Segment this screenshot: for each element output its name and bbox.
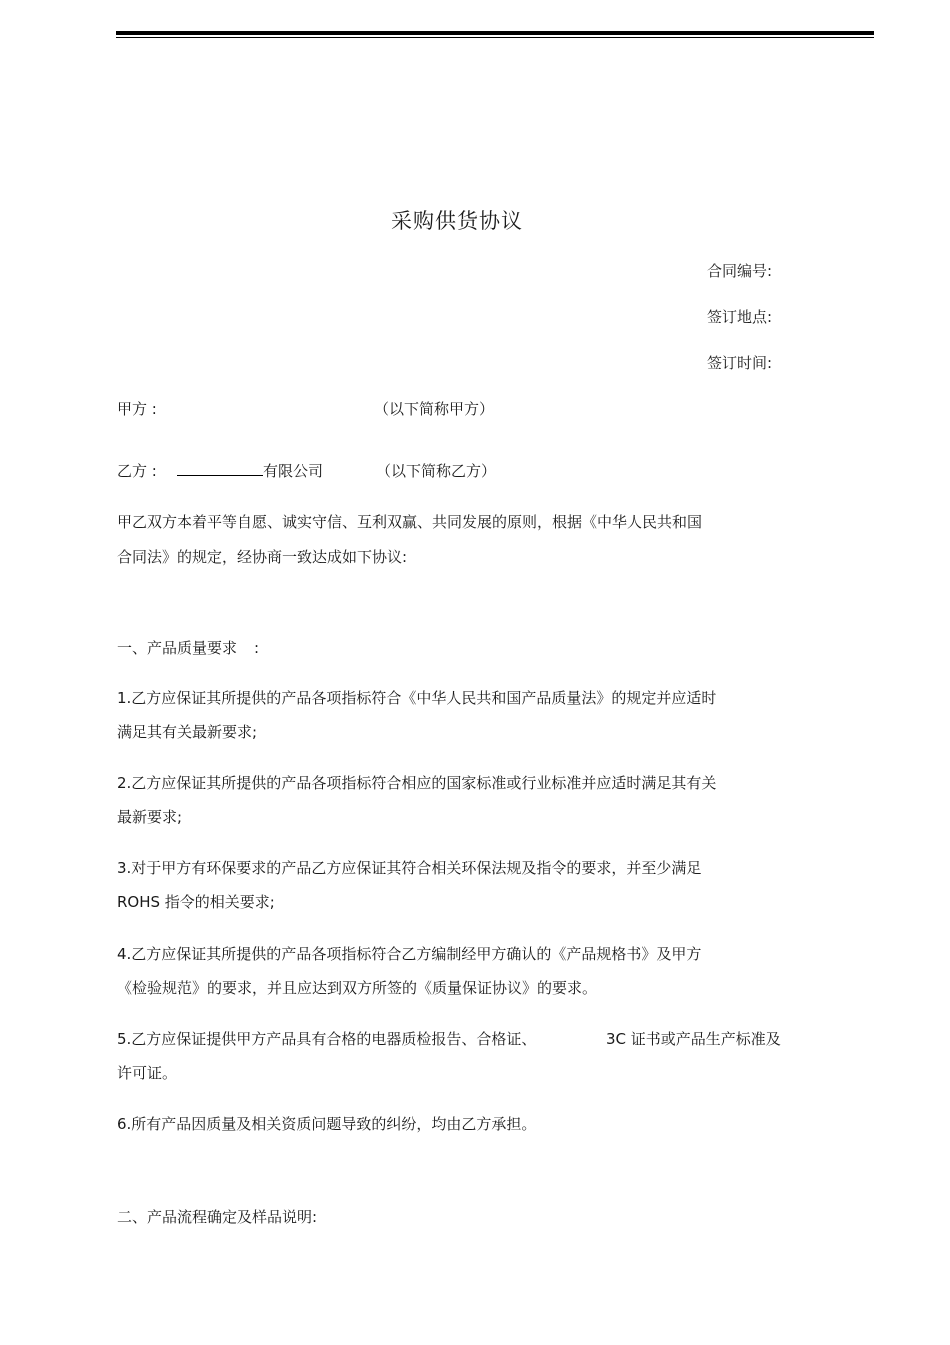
party-b-note: （以下简称乙方）: [376, 462, 497, 480]
item-5-line-1a: 5.乙方应保证提供甲方产品具有合格的电器质检报告、合格证、: [117, 1030, 537, 1048]
preamble-line-1: 甲乙双方本着平等自愿、诚实守信、互利双赢、共同发展的原则，根据《中华人民共和国: [117, 513, 703, 531]
party-b-company-line: [177, 461, 323, 481]
header-rule-thick: [116, 31, 874, 35]
item-4-line-1: 4.乙方应保证其所提供的产品各项指标符合乙方编制经甲方确认的《产品规格书》及甲方: [117, 945, 702, 963]
party-a-label: 甲方 :: [117, 400, 157, 418]
section-2-heading: 二、产品流程确定及样品说明:: [117, 1208, 318, 1226]
item-2-line-1: 2.乙方应保证其所提供的产品各项指标符合相应的国家标准或行业标准并应适时满足其有关: [117, 774, 717, 792]
item-5-line-1b: 3C 证书或产品生产标准及: [606, 1030, 781, 1048]
item-1-line-2: 满足其有关最新要求;: [117, 723, 258, 741]
section-1-heading: [117, 638, 259, 658]
header-rule-thin: [116, 37, 874, 38]
section-1-heading-colon: :: [254, 639, 260, 657]
sign-time-label: 签订时间:: [707, 354, 773, 372]
sign-place-label: 签订地点:: [707, 308, 773, 326]
party-a-note: （以下简称甲方）: [374, 400, 495, 418]
party-b-company-suffix: 有限公司: [263, 462, 324, 480]
contract-number-label: 合同编号:: [707, 262, 773, 280]
item-3-line-1: 3.对于甲方有环保要求的产品乙方应保证其符合相关环保法规及指令的要求，并至少满足: [117, 859, 702, 877]
item-4-line-2: 《检验规范》的要求，并且应达到双方所签的《质量保证协议》的要求。: [117, 979, 598, 997]
item-1-line-1: 1.乙方应保证其所提供的产品各项指标符合《中华人民共和国产品质量法》的规定并应适时: [117, 689, 717, 707]
document-title: 采购供货协议: [391, 209, 523, 233]
party-b-name-blank: [177, 461, 263, 476]
party-b-label: 乙方 :: [117, 462, 157, 480]
item-6-line-1: 6.所有产品因质量及相关资质问题导致的纠纷，均由乙方承担。: [117, 1115, 537, 1133]
section-1-heading-text: 一、产品质量要求: [117, 639, 238, 657]
item-3-line-2: ROHS 指令的相关要求;: [117, 893, 275, 911]
preamble-line-2: 合同法》的规定，经协商一致达成如下协议:: [117, 548, 408, 566]
item-2-line-2: 最新要求;: [117, 808, 183, 826]
item-5-line-2: 许可证。: [117, 1064, 178, 1082]
